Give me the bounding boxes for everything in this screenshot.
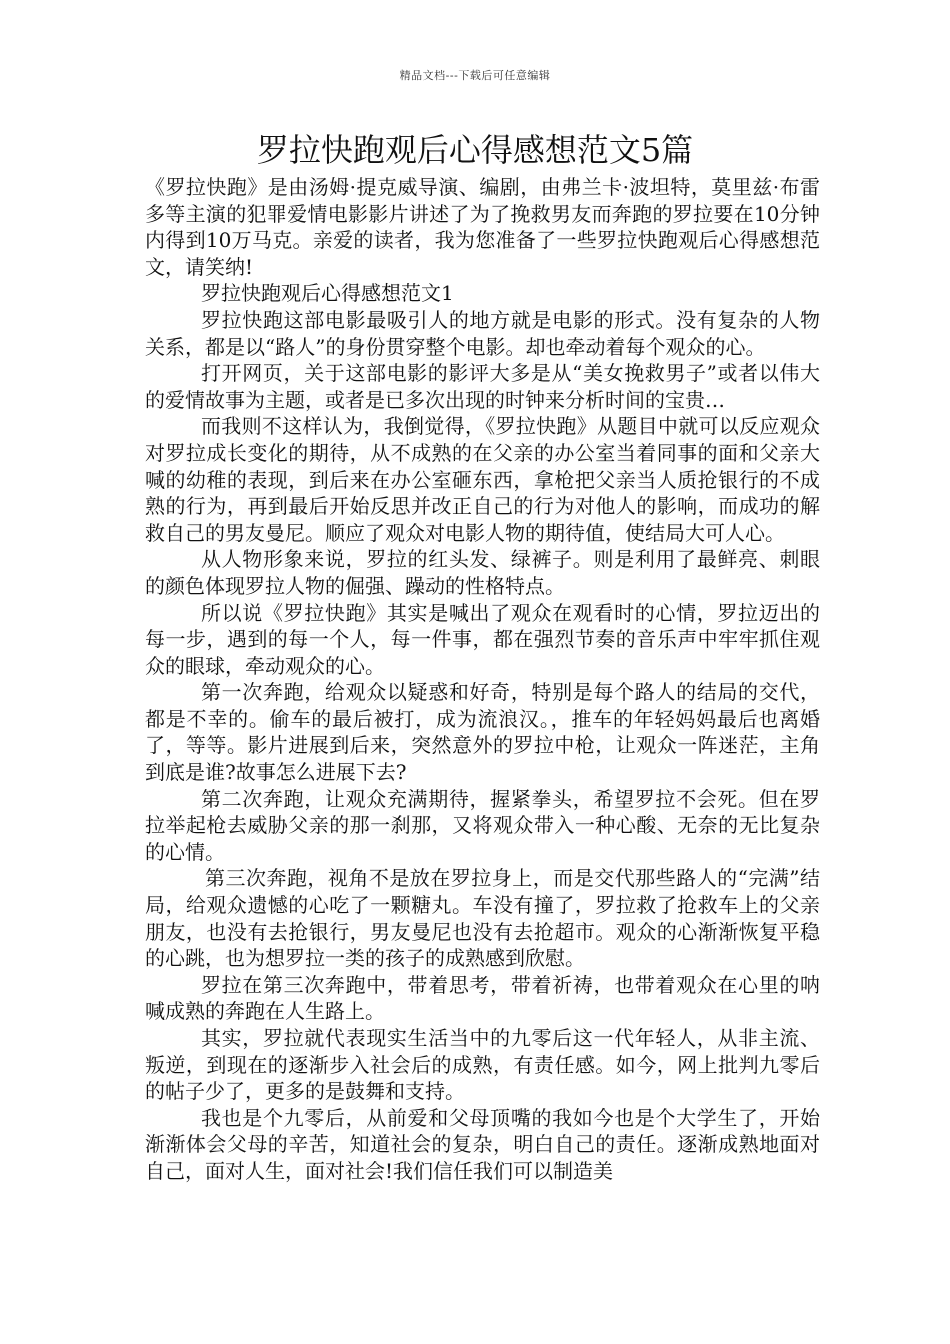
paragraph: 第一次奔跑，给观众以疑惑和好奇，特别是每个路人的结局的交代，都是不幸的。偷车的最后被打，成为流浪汉。，推车的年轻妈妈最后也离婚了，等等。影片进展到后来，突然意外的罗拉中枪，让观众一阵迷茫，主角到底是谁?故事怎么进展下去? (145, 680, 820, 785)
document-body (145, 174, 820, 1185)
paragraph: 其实，罗拉就代表现实生活当中的九零后这一代年轻人，从非主流、叛逆，到现在的逐渐步入社会后的成熟，有责任感。如今，网上批判九零后的帖子少了，更多的是鼓舞和支持。 (145, 1026, 820, 1104)
paragraph: 打开网页，关于这部电影的影评大多是从“美女挽救男子”或者以伟大的爱情故事为主题，或者是已多次出现的时钟来分析时间的宝贵… (145, 361, 820, 412)
paragraph: 从人物形象来说，罗拉的红头发、绿裤子。则是利用了最鲜亮、刺眼的颜色体现罗拉人物的倔强、躁动的性格特点。 (145, 547, 820, 598)
paragraph: 罗拉快跑这部电影最吸引人的地方就是电影的形式。没有复杂的人物关系，都是以“路人”的身份贯穿整个电影。却也牵动着每个观众的心。 (145, 307, 820, 359)
intro-paragraph: 《罗拉快跑》是由汤姆·提克威导演、编剧，由弗兰卡·波坦特，莫里兹·布雷多等主演的犯罪爱情电影影片讲述了为了挽救男友而奔跑的罗拉要在10分钟内得到10万马克。亲爱的读者，我为您准备了一些罗拉快跑观后心得感想范文，请笑纳! (145, 175, 820, 279)
paragraph: 罗拉在第三次奔跑中，带着思考，带着祈祷，也带着观众在心里的呐喊成熟的奔跑在人生路上。 (145, 972, 820, 1024)
document-title: 罗拉快跑观后心得感想范文5篇 (256, 131, 694, 169)
paragraph: 第二次奔跑，让观众充满期待，握紧拳头，希望罗拉不会死。但在罗拉举起枪去威胁父亲的那一刹那，又将观众带入一种心酸、无奈的无比复杂的心情。 (145, 786, 820, 864)
paragraph: 第三次奔跑，视角不是放在罗拉身上，而是交代那些路人的“完满”结局，给观众遗憾的心吃了一颗糖丸。车没有撞了，罗拉救了抢救车上的父亲朋友，也没有去抢银行，男友曼尼也没有去抢超市。观众的心渐渐恢复平稳的心跳，也为想罗拉一类的孩子的成熟感到欣慰。 (145, 866, 820, 971)
header-note: 精品文档---下载后可任意编辑 (399, 69, 551, 82)
section-heading: 罗拉快跑观后心得感想范文1 (201, 281, 454, 306)
paragraph: 所以说《罗拉快跑》其实是喊出了观众在观看时的心情，罗拉迈出的每一步，遇到的每一个人，每一件事，都在强烈节奏的音乐声中牢牢抓住观众的眼球，牵动观众的心。 (145, 600, 820, 678)
paragraph: 我也是个九零后，从前爱和父母顶嘴的我如今也是个大学生了，开始渐渐体会父母的辛苦，知道社会的复杂，明白自己的责任。逐渐成熟地面对自己，面对人生，面对社会!我们信任我们可以制造美 (145, 1105, 820, 1183)
paragraph: 而我则不这样认为，我倒觉得，《罗拉快跑》从题目中就可以反应观众对罗拉成长变化的期待，从不成熟的在父亲的办公室当着同事的面和父亲大喊的幼稚的表现，到后来在办公室砸东西，拿枪把父亲当人质抢银行的不成熟的行为，再到最后开始反思并改正自己的行为对他人的影响，而成功的解救自己的男友曼尼。顺应了观众对电影人物的期待值，使结局大可人心。 (145, 414, 820, 545)
